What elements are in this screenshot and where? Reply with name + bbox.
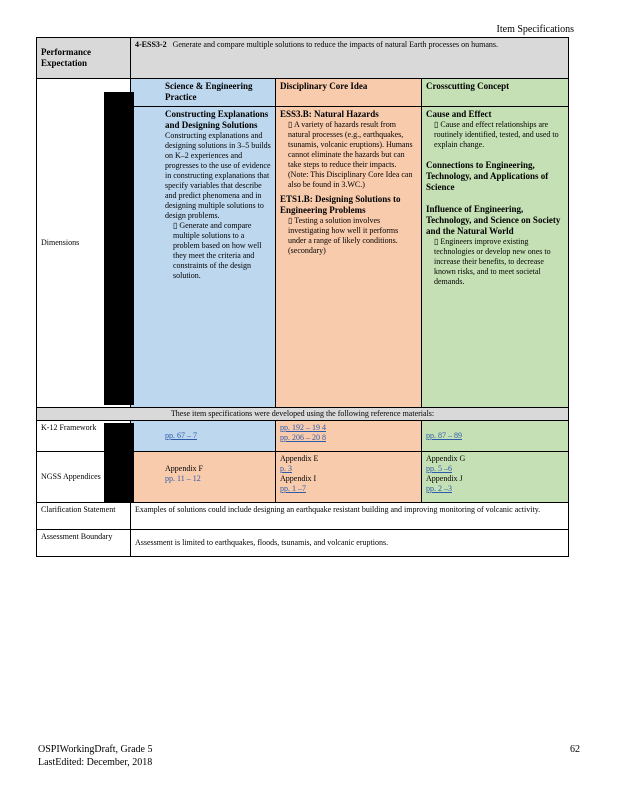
boundary-label: Assessment Boundary bbox=[37, 529, 131, 556]
header-title: Item Specifications bbox=[496, 24, 574, 35]
ccc-heading: Crosscutting Concept bbox=[422, 79, 569, 107]
ngss-dci-appendix-2: Appendix I bbox=[280, 473, 317, 483]
ngss-ccc bbox=[422, 451, 569, 502]
clarification-text: Examples of solutions could include designing an earthquake resistant building and improving monitoring of volcanic activity. bbox=[131, 502, 569, 529]
pe-text-cell bbox=[131, 38, 569, 79]
ngss-sep-pages[interactable]: pp. 11 – 12 bbox=[165, 473, 201, 483]
ngss-ccc-pages-1[interactable]: pp. 5 –6 bbox=[426, 463, 452, 473]
ccc-bullet-1-text: Cause and effect relationships are routinely identified, tested, and used to explain change. bbox=[434, 119, 559, 149]
ccc-cell bbox=[422, 106, 569, 407]
framework-dci-link-2[interactable]: pp. 206 – 20 8 bbox=[280, 432, 326, 442]
dci-bullet-1-text: A variety of hazards result from natural processes (e.g., earthquakes, tsunamis, volcanic eruptions). Humans cannot eliminate the hazards but can take steps to reduce their impacts. (Note: This Disciplinary Core Idea can also be found in 3.WC.) bbox=[288, 119, 413, 189]
ccc-title-3: Influence of Engineering, Technology, and Science on Society and the Natural World bbox=[426, 203, 561, 236]
ngss-sep bbox=[131, 451, 276, 502]
ngss-label: NGSS Appendices bbox=[37, 451, 131, 502]
clarification-row bbox=[37, 502, 569, 529]
footer-line-1: OSPIWorkingDraft, Grade 5 bbox=[38, 744, 153, 755]
ccc-title-2: Connections to Engineering, Technology, and Applications of Science bbox=[426, 159, 549, 193]
dci-bullet-1: ▯ A variety of hazards result from natural processes (e.g., earthquakes, tsunamis, volcanic eruptions). Humans cannot eliminate the hazards but can take steps to reduce their impacts. (Note: This Disciplinary Core Idea can also be found in 3.WC.) bbox=[288, 119, 413, 189]
dci-cell bbox=[276, 106, 422, 407]
framework-ccc[interactable] bbox=[422, 420, 569, 451]
ccc-bullet-3: ▯ Engineers improve existing technologies or develop new ones to increase their benefits, to decrease known risks, and to meet societal demands. bbox=[434, 237, 551, 287]
framework-dci-link-1[interactable]: pp. 192 – 19 4 bbox=[280, 422, 326, 432]
pe-text: Generate and compare multiple solutions to reduce the impacts of natural Earth processes on humans. bbox=[172, 40, 499, 49]
pe-row bbox=[37, 38, 569, 79]
sep-cell bbox=[131, 106, 276, 407]
boundary-row bbox=[37, 529, 569, 556]
dimensions-label: Dimensions bbox=[37, 79, 131, 408]
ccc-bullet-1: ▯ Cause and effect relationships are routinely identified, tested, and used to explain change. bbox=[434, 119, 559, 149]
sep-heading: Science & Engineering Practice bbox=[131, 79, 276, 107]
dci-title-1: ESS3.B: Natural Hazards bbox=[280, 108, 379, 119]
dci-bullet-2-text: Testing a solution involves investigating how well it performs under a range of likely conditions. (secondary) bbox=[288, 216, 399, 256]
dci-heading: Disciplinary Core Idea bbox=[276, 79, 422, 107]
clarification-label: Clarification Statement bbox=[37, 502, 131, 529]
page-number: 62 bbox=[570, 744, 580, 755]
ccc-title-1: Cause and Effect bbox=[426, 108, 492, 119]
banner-row bbox=[37, 407, 569, 420]
redaction-bar-lower bbox=[104, 423, 134, 503]
ngss-dci bbox=[276, 451, 422, 502]
pe-label: Performance Expectation bbox=[37, 38, 131, 79]
ngss-ccc-pages-2[interactable]: pp. 2 –3 bbox=[426, 483, 452, 493]
pe-code: 4-ESS3-2 bbox=[135, 40, 167, 49]
dci-title-2: ETS1.B: Designing Solutions to Engineering Problems bbox=[280, 193, 401, 215]
sep-title: Constructing Explanations and Designing Solutions bbox=[165, 108, 269, 130]
dci-bullet-2: ▯ Testing a solution involves investigating how well it performs under a range of likely conditions. (secondary) bbox=[288, 216, 399, 256]
ccc-bullet-3-text: Engineers improve existing technologies or develop new ones to increase their benefits, to decrease known risks, and to meet societal demands. bbox=[434, 237, 551, 287]
framework-sep-link[interactable]: pp. 67 – 7 bbox=[165, 430, 197, 440]
sep-bullet: ▯ Generate and compare multiple solutions to a problem based on how well they meet the criteria and constraints of the design solution. bbox=[173, 221, 262, 280]
ngss-dci-appendix-1: Appendix E bbox=[280, 453, 319, 463]
framework-label: K-12 Framework bbox=[37, 420, 131, 451]
boundary-text: Assessment is limited to earthquakes, floods, tsunamis, and volcanic eruptions. bbox=[131, 529, 569, 556]
ngss-sep-appendix: Appendix F bbox=[165, 463, 203, 473]
footer-line-2: LastEdited: December, 2018 bbox=[38, 756, 153, 768]
framework-sep[interactable] bbox=[131, 420, 276, 451]
framework-ccc-link[interactable]: pp. 87 – 89 bbox=[426, 430, 462, 440]
ngss-dci-pages-1[interactable]: p. 3 bbox=[280, 463, 292, 473]
ngss-ccc-appendix-1: Appendix G bbox=[426, 453, 466, 463]
redaction-bar bbox=[104, 92, 134, 405]
reference-banner: These item specifications were developed using the following reference materials: bbox=[37, 407, 569, 420]
footer-left bbox=[38, 744, 152, 769]
ngss-dci-pages-2[interactable]: pp. 1 –7 bbox=[280, 483, 306, 493]
sep-body: Constructing explanations and designing solutions in 3–5 builds on K–2 experiences and progresses to the use of evidence in constructing explanations that specify variables that describe and predict phenomena and in designing multiple solutions to design problems. bbox=[165, 131, 271, 220]
sep-bullet-text: Generate and compare multiple solutions to a problem based on how well they meet the criteria and constraints of the design solution. bbox=[173, 221, 262, 280]
framework-dci bbox=[276, 420, 422, 451]
ngss-ccc-appendix-2: Appendix J bbox=[426, 473, 463, 483]
